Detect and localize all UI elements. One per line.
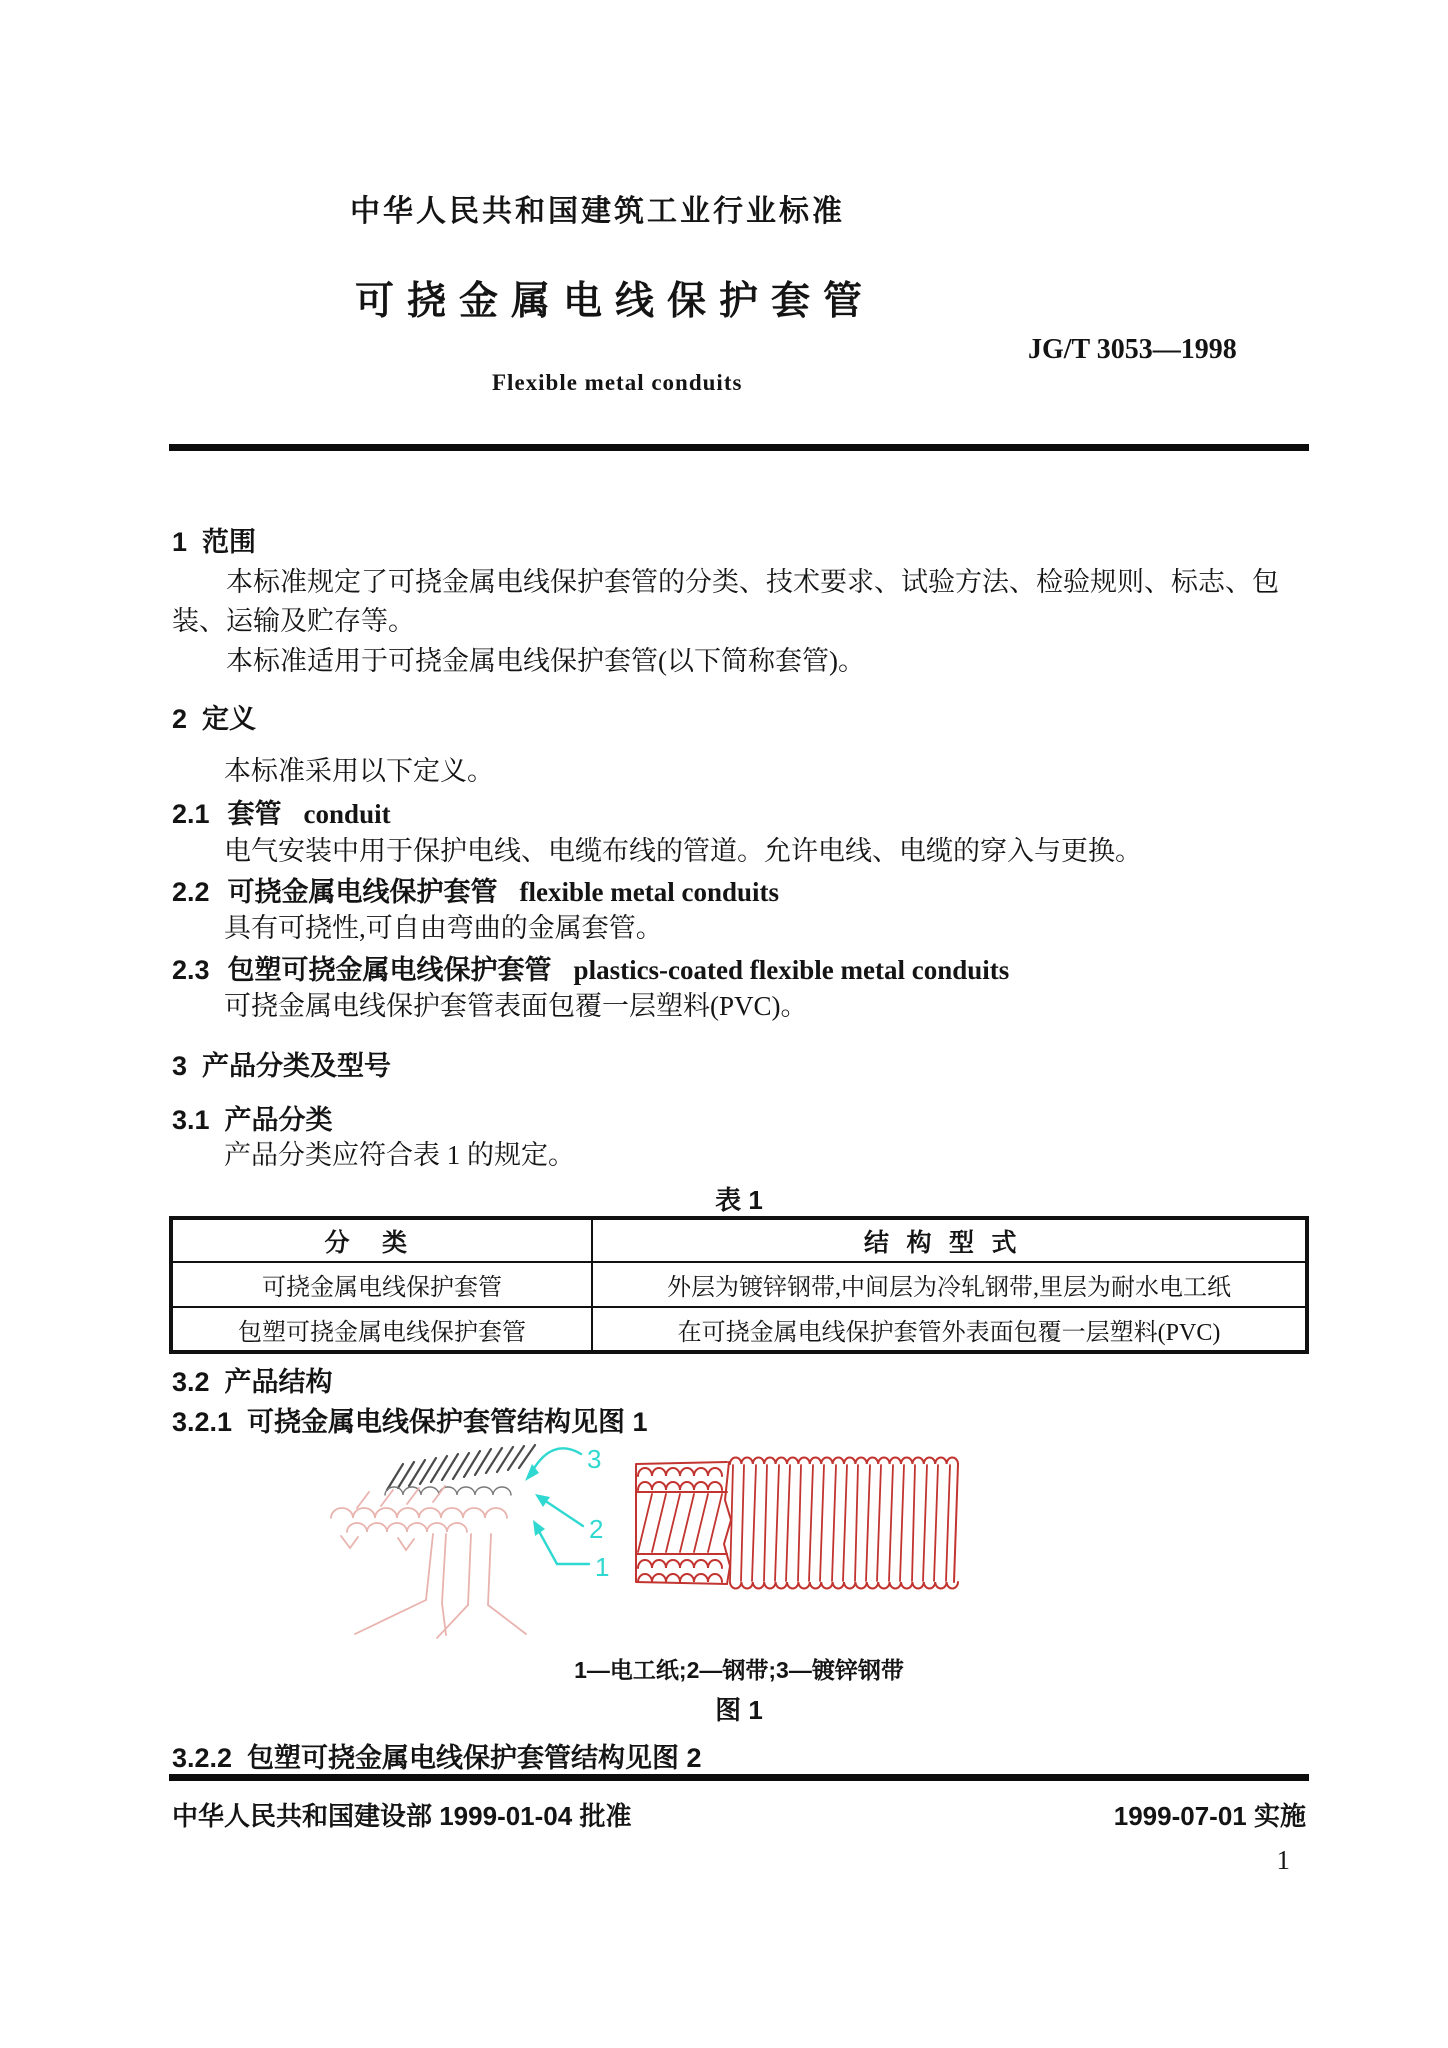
table-cell-structure-1: 外层为镀锌钢带,中间层为冷轧钢带,里层为耐水电工纸 (592, 1262, 1307, 1307)
table-row (171, 1262, 1307, 1307)
figure-1-conduit-drawing (630, 1448, 965, 1603)
figure-1-layer-sketch (295, 1438, 625, 1663)
table-1-caption: 表 1 (715, 1185, 763, 1215)
definition-2-1-term-en: conduit (303, 799, 391, 829)
definition-2-1-term: 套管 (227, 799, 282, 829)
hatch-band-galvanized-steel (385, 1445, 535, 1495)
table-header-row (171, 1218, 1307, 1262)
table-cell-structure-2: 在可挠金属电线保护套管外表面包覆一层塑料(PVC) (592, 1307, 1307, 1352)
section-3-2-1-heading: 3.2.1 可挠金属电线保护套管结构见图 1 (172, 1407, 648, 1437)
definition-2-3-heading (172, 948, 1009, 987)
footer-approval: 中华人民共和国建设部 1999-01-04 批准 (172, 1801, 632, 1831)
footer-implementation: 1999-07-01 实施 (1113, 1801, 1306, 1831)
table-cell-category-2: 包塑可挠金属电线保护套管 (171, 1307, 592, 1352)
table-row (171, 1307, 1307, 1352)
section-2-heading: 2 定义 (172, 704, 257, 734)
section-3-2-2-heading: 3.2.2 包塑可挠金属电线保护套管结构见图 2 (172, 1743, 702, 1773)
table-cell-category-1: 可挠金属电线保护套管 (171, 1262, 592, 1307)
callout-2-leader (541, 1498, 583, 1526)
definition-2-2-number: 2.2 (172, 877, 210, 907)
callout-3-leader (533, 1448, 581, 1470)
figure-1-legend: 1—电工纸;2—钢带;3—镀锌钢带 (574, 1657, 904, 1683)
callout-2-arrowhead (535, 1494, 550, 1507)
conduit-cutaway-section (636, 1462, 731, 1584)
header-rule (169, 444, 1309, 451)
definition-2-3-body: 可挠金属电线保护套管表面包覆一层塑料(PVC)。 (224, 991, 808, 1021)
figure-1-callouts (525, 1444, 609, 1582)
section-3-1-heading: 3.1 产品分类 (172, 1105, 333, 1135)
footer-rule (169, 1774, 1309, 1781)
table-header-category: 分类 (171, 1218, 592, 1262)
conduit-corrugated-section (730, 1458, 958, 1589)
table-1 (169, 1216, 1309, 1354)
definition-2-1-number: 2.1 (172, 799, 210, 829)
document-title-cn: 可挠金属电线保护套管 (355, 280, 876, 323)
section-3-heading: 3 产品分类及型号 (172, 1051, 392, 1081)
definition-2-1-heading (172, 792, 391, 831)
callout-label-2: 2 (589, 1514, 604, 1544)
section-3-1-body: 产品分类应符合表 1 的规定。 (224, 1140, 575, 1170)
section-1-heading: 1 范围 (172, 527, 257, 557)
definition-2-3-number: 2.3 (172, 955, 210, 985)
definition-2-1-body: 电气安装中用于保护电线、电缆布线的管道。允许电线、电缆的穿入与更换。 (224, 836, 1142, 866)
page-number: 1 (1276, 1845, 1290, 1875)
section-1-para-2: 本标准适用于可挠金属电线保护套管(以下简称套管)。 (226, 646, 865, 676)
figure-1-caption: 图 1 (715, 1695, 763, 1725)
callout-label-3: 3 (587, 1444, 602, 1474)
definition-2-3-term: 包塑可挠金属电线保护套管 (227, 955, 552, 985)
definition-2-2-heading (172, 870, 779, 909)
standard-code: JG/T 3053—1998 (1028, 334, 1237, 365)
definition-2-2-term-en: flexible metal conduits (519, 877, 780, 907)
definition-2-3-term-en: plastics-coated flexible metal conduits (573, 955, 1010, 985)
definition-2-2-body: 具有可挠性,可自由弯曲的金属套管。 (224, 913, 663, 943)
sketch-paper-and-steel-layers (331, 1486, 526, 1638)
definition-2-2-term: 可挠金属电线保护套管 (227, 877, 498, 907)
callout-label-1: 1 (595, 1552, 610, 1582)
section-2-intro: 本标准采用以下定义。 (224, 756, 494, 786)
section-1-para-1: 本标准规定了可挠金属电线保护套管的分类、技术要求、试验方法、检验规则、标志、包装、运输及贮存等。 (172, 567, 1279, 636)
document-title-en: Flexible metal conduits (492, 370, 743, 395)
table-header-structure: 结构型式 (592, 1218, 1307, 1262)
standard-org-line: 中华人民共和国建筑工业行业标准 (350, 195, 845, 228)
section-3-2-heading: 3.2 产品结构 (172, 1367, 333, 1397)
callout-3-arrowhead (525, 1464, 539, 1481)
